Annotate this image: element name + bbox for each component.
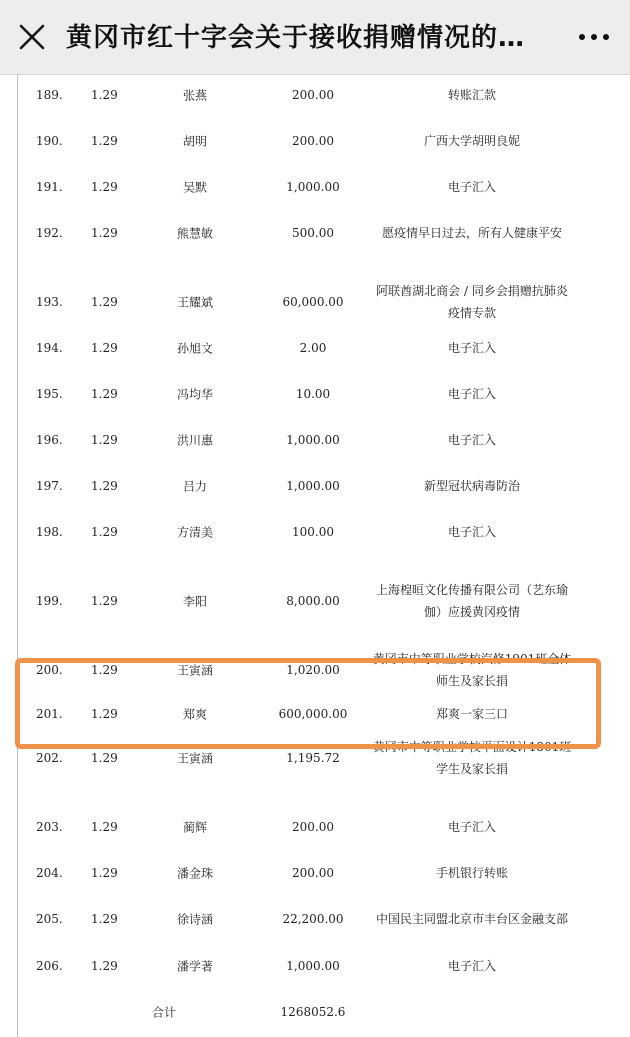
donor-name: 李阳 [182, 594, 208, 609]
donation-note: 中国民主同盟北京市丰台区金融支部 [375, 912, 569, 926]
row-date: 1.29 [91, 295, 118, 309]
donation-amount: 200.00 [292, 866, 334, 880]
row-number: 204. [36, 866, 63, 880]
donation-amount: 2.00 [299, 341, 327, 355]
row-date: 1.29 [91, 341, 118, 355]
page-title: 黄冈市红十字会关于接收捐赠情况的… [66, 23, 526, 53]
donation-amount: 1,020.00 [286, 663, 340, 677]
donation-note: 上海楻晅文化传播有限公司（艺东瑜伽）应援黄冈疫情 [375, 583, 568, 619]
donation-note: 阿联酋湖北商会 / 同乡会捐赠抗肺炎疫情专款 [376, 284, 568, 320]
donation-amount: 60,000.00 [282, 295, 344, 309]
donation-amount: 22,200.00 [282, 912, 344, 926]
donor-name: 洪川惠 [176, 433, 214, 448]
more-options-button[interactable] [574, 24, 614, 50]
donor-name: 王寅涵 [176, 751, 214, 766]
row-number: 200. [36, 663, 63, 677]
row-number: 195. [36, 387, 63, 401]
donation-note: 转账汇款 [447, 88, 497, 102]
donor-name: 张燕 [182, 88, 208, 103]
row-date: 1.29 [91, 912, 118, 926]
total-label: 合计 [152, 1005, 177, 1020]
row-number: 193. [36, 295, 63, 309]
row-date: 1.29 [91, 820, 118, 834]
row-date: 1.29 [91, 226, 118, 240]
row-date: 1.29 [91, 134, 118, 148]
donor-name: 王耀斌 [176, 295, 214, 310]
row-number: 197. [36, 479, 63, 493]
row-date: 1.29 [91, 180, 118, 194]
donor-name: 郑爽 [182, 707, 208, 722]
donor-name: 潘金珠 [176, 866, 214, 881]
donor-name: 胡明 [182, 134, 208, 149]
total-amount: 1268052.6 [280, 1005, 346, 1019]
row-date: 1.29 [91, 959, 118, 973]
row-number: 196. [36, 433, 63, 447]
donation-note: 电子汇入 [447, 433, 497, 447]
donation-amount: 10.00 [295, 387, 331, 401]
row-date: 1.29 [91, 707, 118, 721]
document-view[interactable] [0, 75, 630, 1037]
donation-amount: 1,000.00 [286, 959, 340, 973]
close-button[interactable] [14, 19, 50, 55]
donation-amount: 200.00 [292, 820, 334, 834]
donor-name: 冯均华 [176, 387, 214, 402]
row-number: 194. [36, 341, 63, 355]
row-number: 206. [36, 959, 63, 973]
donor-name: 徐诗涵 [176, 912, 214, 927]
row-number: 189. [36, 88, 63, 102]
donation-note: 电子汇入 [447, 180, 497, 194]
row-date: 1.29 [91, 387, 118, 401]
donation-note: 电子汇入 [447, 341, 497, 355]
table-left-border [17, 75, 18, 1037]
row-number: 190. [36, 134, 63, 148]
row-number: 199. [36, 594, 63, 608]
donation-amount: 600,000.00 [278, 707, 348, 721]
donor-name: 熊慧敏 [176, 226, 214, 241]
donor-name: 王寅涵 [176, 663, 214, 678]
donation-note: 郑爽一家三口 [435, 707, 509, 721]
donation-amount: 500.00 [292, 226, 334, 240]
donation-amount: 1,000.00 [286, 433, 340, 447]
row-number: 205. [36, 912, 63, 926]
donation-note: 黄冈市中等职业学校汽修1901班全体师生及家长捐 [372, 652, 572, 688]
donation-note: 黄冈市中等职业学校平面设计1801班学生及家长捐 [372, 740, 572, 776]
donor-name: 吴默 [182, 180, 208, 195]
donation-amount: 200.00 [292, 88, 334, 102]
row-number: 198. [36, 525, 63, 539]
row-date: 1.29 [91, 594, 118, 608]
row-number: 202. [36, 751, 63, 765]
row-date: 1.29 [91, 433, 118, 447]
donation-note: 电子汇入 [447, 820, 497, 834]
donation-amount: 1,195.72 [286, 751, 340, 765]
donation-note: 新型冠状病毒防治 [423, 479, 521, 493]
donation-amount: 200.00 [292, 134, 334, 148]
row-number: 192. [36, 226, 63, 240]
donor-name: 潘学著 [176, 959, 214, 974]
donation-amount: 100.00 [292, 525, 334, 539]
donor-name: 方清美 [176, 525, 214, 540]
donation-amount: 8,000.00 [286, 594, 340, 608]
donation-note: 手机银行转账 [435, 866, 509, 880]
row-date: 1.29 [91, 866, 118, 880]
close-icon [14, 19, 50, 55]
row-date: 1.29 [91, 88, 118, 102]
donation-note: 电子汇入 [447, 525, 497, 539]
donation-amount: 1,000.00 [286, 479, 340, 493]
donation-note: 愿疫情早日过去，所有人健康平安 [381, 226, 563, 240]
donation-note: 电子汇入 [447, 387, 497, 401]
donor-name: 吕力 [182, 479, 208, 494]
row-number: 203. [36, 820, 63, 834]
row-number: 201. [36, 707, 63, 721]
row-date: 1.29 [91, 479, 118, 493]
top-bar [0, 0, 630, 75]
more-icon [574, 24, 614, 50]
row-date: 1.29 [91, 525, 118, 539]
donation-note: 广西大学胡明良妮 [423, 134, 521, 148]
row-date: 1.29 [91, 751, 118, 765]
donor-name: 孙旭文 [176, 341, 214, 356]
donor-name: 蔺辉 [182, 820, 208, 835]
donation-note: 电子汇入 [447, 959, 497, 973]
row-number: 191. [36, 180, 63, 194]
row-date: 1.29 [91, 663, 118, 677]
donation-amount: 1,000.00 [286, 180, 340, 194]
